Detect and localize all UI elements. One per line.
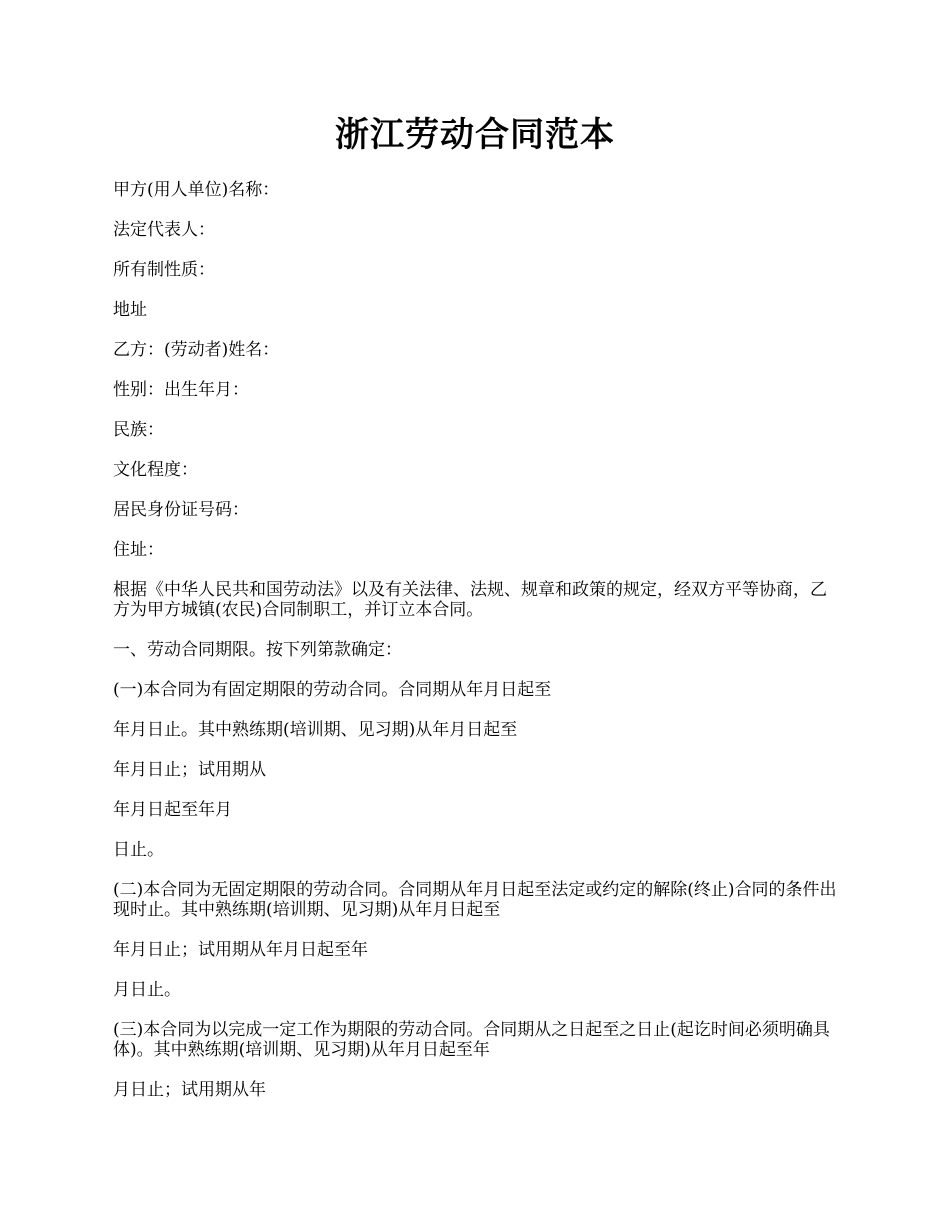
paragraph-education: 文化程度： bbox=[113, 460, 198, 480]
paragraph-clause-1: (一)本合同为有固定期限的劳动合同。合同期从年月日起至 bbox=[113, 680, 552, 700]
paragraph-employer-name: 甲方(用人单位)名称： bbox=[113, 180, 280, 200]
paragraph-section-1-heading: 一、劳动合同期限。按下列第款确定： bbox=[113, 640, 402, 660]
document-title: 浙江劳动合同范本 bbox=[335, 115, 615, 155]
paragraph-id-number: 居民身份证号码： bbox=[113, 500, 249, 520]
paragraph-clause-2: (二)本合同为无固定期限的劳动合同。合同期从年月日起至法定或约定的解除(终止)合同的条件出现时止。其中熟练期(培训期、见习期)从年月日起至 bbox=[113, 880, 837, 920]
paragraph-clause-1-cont-b: 年月日止；试用期从 bbox=[113, 760, 266, 780]
paragraph-legal-representative: 法定代表人： bbox=[113, 220, 215, 240]
paragraph-clause-3: (三)本合同为以完成一定工作为期限的劳动合同。合同期从之日起至之日止(起讫时间必须明确具体)。其中熟练期(培训期、见习期)从年月日起至年 bbox=[113, 1020, 830, 1060]
paragraph-employee-name: 乙方：(劳动者)姓名： bbox=[113, 340, 280, 360]
paragraph-ethnicity: 民族： bbox=[113, 420, 164, 440]
paragraph-clause-1-cont-c: 年月日起至年月 bbox=[113, 800, 232, 820]
paragraph-address: 地址 bbox=[113, 300, 147, 320]
paragraph-gender-birth: 性别：出生年月： bbox=[113, 380, 249, 400]
document-body bbox=[113, 180, 841, 1120]
paragraph-ownership-nature: 所有制性质： bbox=[113, 260, 215, 280]
paragraph-residence: 住址： bbox=[113, 540, 164, 560]
paragraph-clause-1-cont-d: 日止。 bbox=[113, 840, 164, 860]
paragraph-clause-2-cont-a: 年月日止；试用期从年月日起至年 bbox=[113, 940, 368, 960]
paragraph-clause-2-cont-b: 月日止。 bbox=[113, 980, 181, 1000]
paragraph-preamble: 根据《中华人民共和国劳动法》以及有关法律、法规、规章和政策的规定，经双方平等协商，乙方为甲方城镇(农民)合同制职工，并订立本合同。 bbox=[113, 580, 827, 620]
paragraph-clause-3-cont-a: 月日止；试用期从年 bbox=[113, 1080, 266, 1100]
paragraph-clause-1-cont-a: 年月日止。其中熟练期(培训期、见习期)从年月日起至 bbox=[113, 720, 518, 740]
